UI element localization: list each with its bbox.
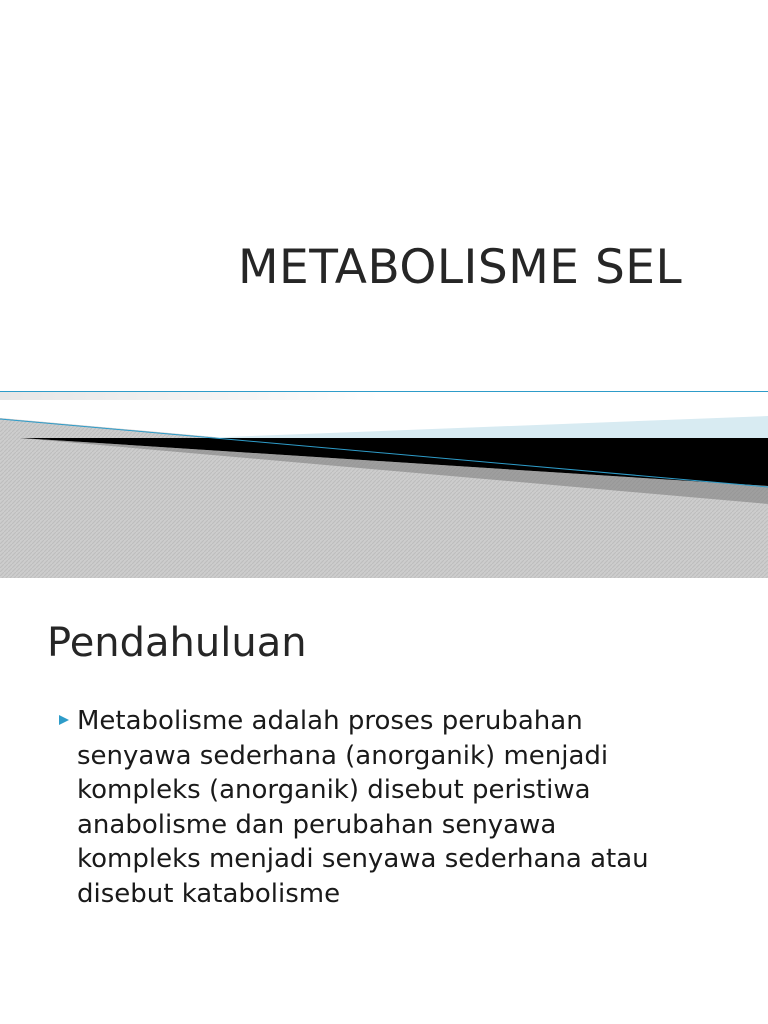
slide-title: METABOLISME SEL (238, 240, 683, 295)
decorative-band (0, 376, 768, 578)
section-heading: Pendahuluan (47, 620, 307, 666)
band-top-line (0, 391, 768, 392)
band-fade-strip (0, 392, 380, 400)
triangle-bullet-icon (56, 712, 72, 728)
bullet-text: Metabolisme adalah proses perubahan senyawa sederhana (anorganik) menjadi kompleks (anorganik) disebut peristiwa anabolisme dan perubahan senyawa kompleks menjadi senyawa sederhana atau disebut katabolisme (77, 706, 649, 909)
content-slide (0, 578, 768, 1024)
